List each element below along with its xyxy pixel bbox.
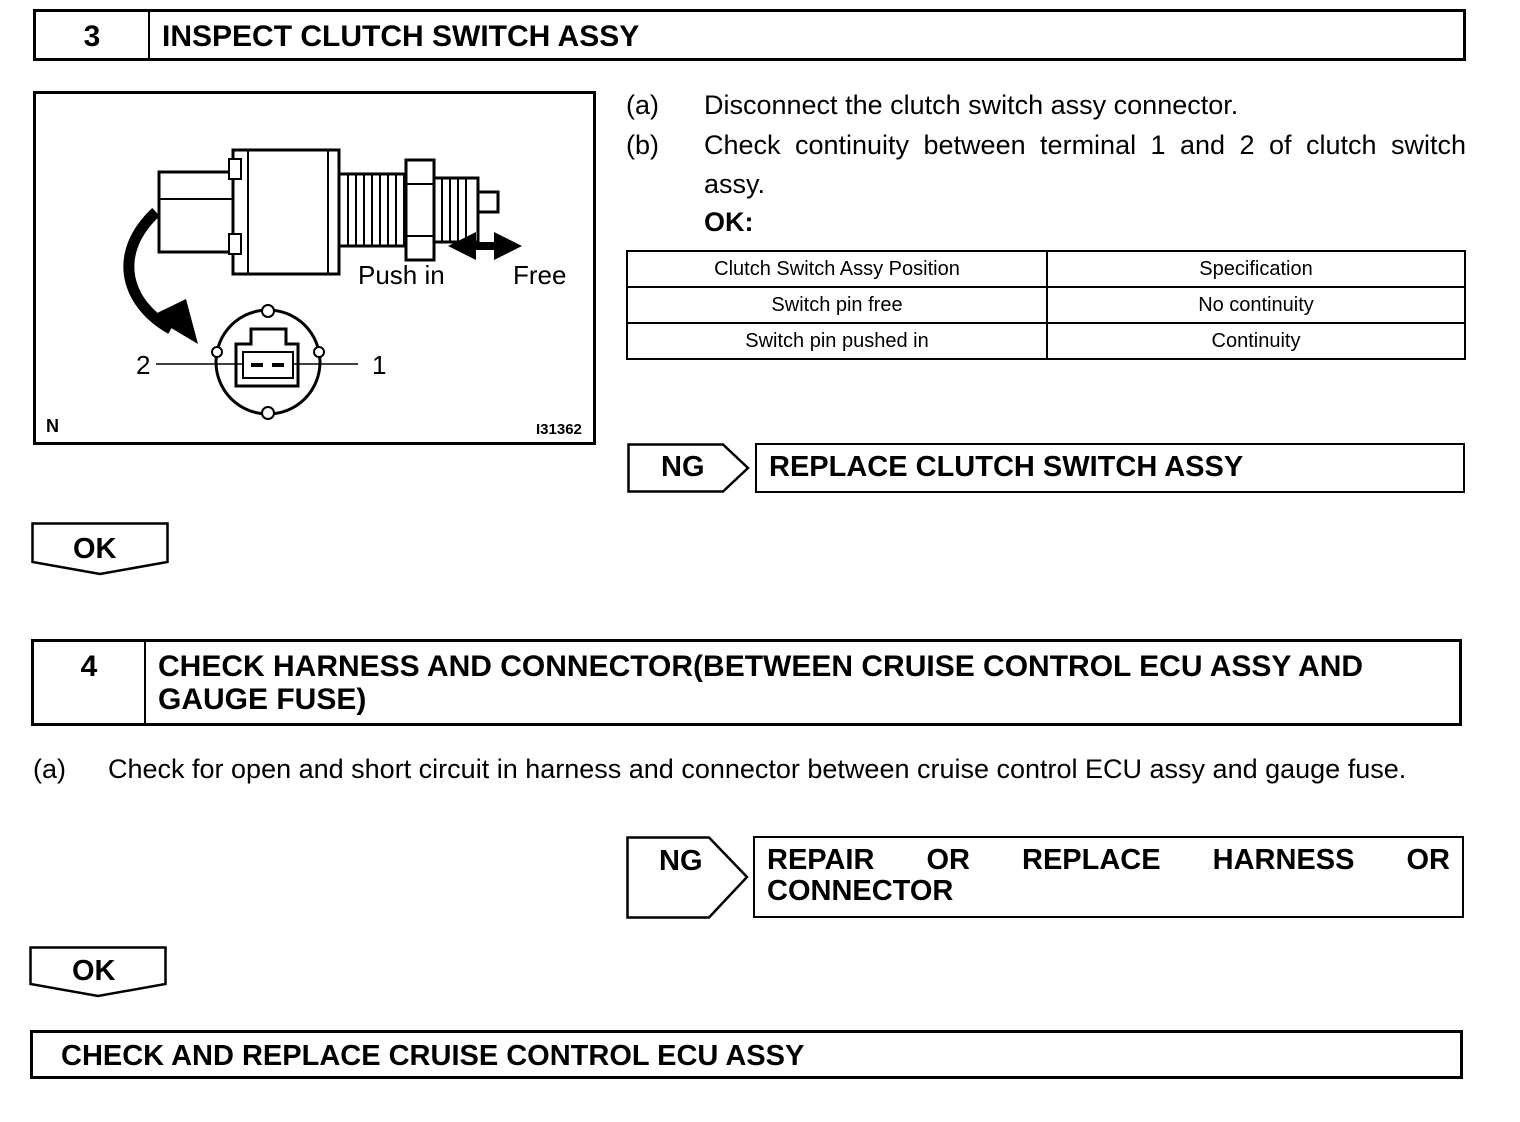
step3-header [33, 9, 1466, 61]
step3-title: INSPECT CLUTCH SWITCH ASSY [162, 20, 640, 53]
table-header: Clutch Switch Assy Position [627, 251, 1047, 287]
table-cell: Switch pin free [627, 287, 1047, 323]
step4-number: 4 [34, 642, 146, 723]
clutch-switch-figure [33, 91, 596, 445]
figure-corner-letter: N [46, 416, 59, 436]
table-header: Specification [1047, 251, 1465, 287]
step-label: (a) [33, 754, 66, 784]
step3-ng-action: REPLACE CLUTCH SWITCH ASSY [755, 443, 1465, 493]
step-label: (b) [626, 130, 659, 160]
table-cell: No continuity [1047, 287, 1465, 323]
table-row [627, 287, 1465, 323]
push-in-label: Push in [358, 260, 445, 290]
step4-ng-action: REPAIR OR REPLACE HARNESS OR CONNECTOR [753, 836, 1464, 918]
ok-spec-label: OK: [704, 207, 754, 237]
step-text: Check continuity between terminal 1 and 2 of clutch switch assy. [704, 130, 1466, 199]
figure-id: I31362 [536, 421, 582, 438]
terminal-1-label: 1 [372, 350, 387, 380]
table-header-row [627, 251, 1465, 287]
step4-instruction-a [33, 750, 1465, 830]
step4-header [31, 639, 1462, 726]
step3-instruction-a [626, 86, 1466, 126]
step3-ng-label: NG [661, 451, 705, 483]
free-label: Free [513, 260, 567, 290]
step3-ok-label: OK [73, 533, 117, 565]
step4-ng-label: NG [659, 845, 703, 877]
step3-instruction-b [626, 126, 1466, 206]
step3-number: 3 [36, 12, 150, 58]
step-text: Disconnect the clutch switch assy connector. [704, 90, 1239, 120]
step-label: (a) [626, 90, 659, 120]
terminal-2-label: 2 [136, 350, 151, 380]
final-action: CHECK AND REPLACE CRUISE CONTROL ECU ASSY [30, 1030, 1463, 1079]
step-text: Check for open and short circuit in harness and connector between cruise control ECU assy and gauge fuse. [108, 754, 1407, 784]
table-cell: Switch pin pushed in [627, 323, 1047, 359]
table-cell: Continuity [1047, 323, 1465, 359]
step4-ok-label: OK [72, 955, 116, 987]
table-row [627, 323, 1465, 359]
step4-title: CHECK HARNESS AND CONNECTOR(BETWEEN CRUISE CONTROL ECU ASSY AND GAUGE FUSE) [158, 650, 1364, 716]
spec-table [626, 250, 1466, 360]
clutch-switch-illustration [36, 94, 593, 442]
